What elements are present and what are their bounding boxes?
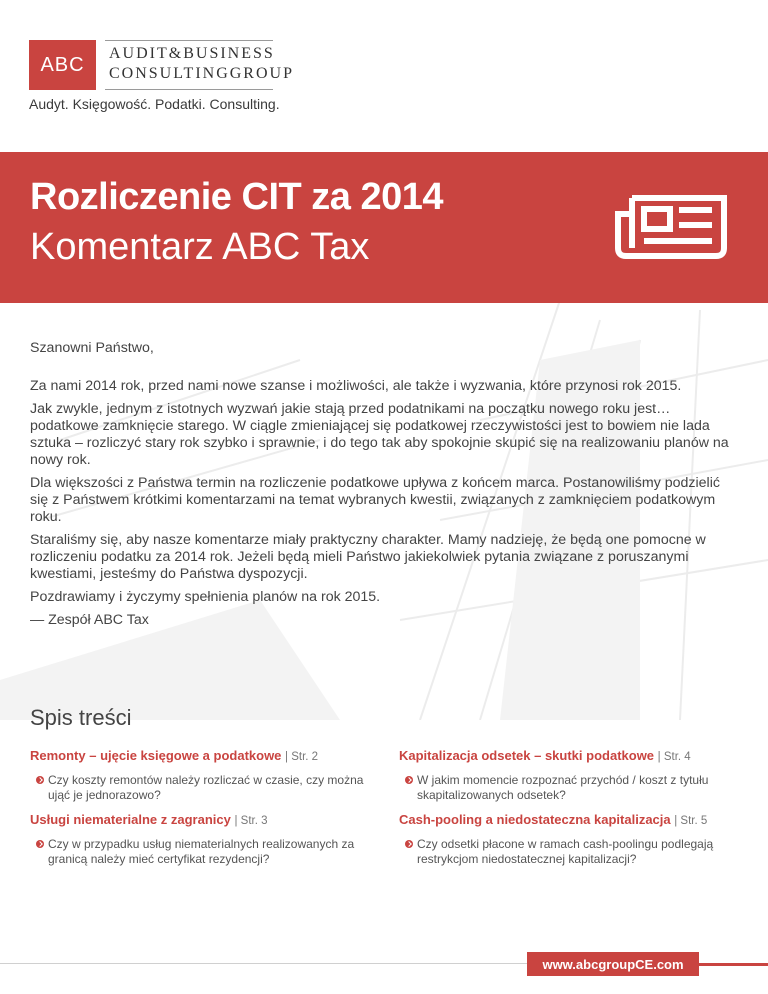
paragraph: Jak zwykle, jednym z istotnych wyzwań jakie stają przed podatnikami na początku nowego roku jest… podatkowe zamknięcie starego. W ciągle zmieniającej się podatkowej rzeczywistości jest to bowiem nie lada sztuka – rozliczyć stary rok szybko i sprawnie, i do tego tak aby spokojnie skupić się na realizowaniu planów na nowy rok. — [30, 401, 729, 468]
document-subtitle: Komentarz ABC Tax — [30, 226, 370, 268]
signature: — Zespół ABC Tax — [30, 612, 149, 628]
website-link[interactable]: www.abcgroupCE.com — [527, 952, 699, 976]
toc-heading: Remonty – ujęcie księgowe a podatkowe | Str. 2 — [30, 748, 319, 763]
toc-entry[interactable] — [399, 748, 749, 803]
logo-box: ABC — [29, 40, 96, 90]
toc-question: Czy odsetki płacone w ramach cash-poolingu podlegają restrykcjom niedostatecznej kapitalizacji? — [399, 837, 749, 867]
toc-question: Czy koszty remontów należy rozliczać w czasie, czy można ująć je jednorazowo? — [30, 773, 380, 803]
document-title: Rozliczenie CIT za 2014 — [30, 176, 443, 218]
letter-body — [30, 340, 742, 629]
logo-rule-bottom — [105, 89, 273, 90]
toc-entry[interactable] — [30, 748, 380, 803]
toc-question: Czy w przypadku usług niematerialnych realizowanych za granicą należy mieć certyfikat rezydencji? — [30, 837, 380, 867]
logo-rule-top — [105, 40, 273, 41]
toc-page-ref: | Str. 5 — [674, 815, 708, 827]
toc-heading: Usługi niematerialne z zagranicy | Str. 3 — [30, 812, 268, 827]
toc-entry[interactable] — [399, 812, 749, 867]
toc-heading: Kapitalizacja odsetek – skutki podatkowe | Str. 4 — [399, 748, 691, 763]
closing: Pozdrawiamy i życzymy spełnienia planów na rok 2015. — [30, 589, 381, 605]
toc-page-ref: | Str. 2 — [285, 751, 319, 763]
chevron-right-icon — [405, 776, 413, 784]
toc-page-ref: | Str. 4 — [657, 751, 691, 763]
newspaper-icon — [614, 192, 730, 262]
toc-heading: Cash-pooling a niedostateczna kapitalizacja | Str. 5 — [399, 812, 708, 827]
paragraph: Staraliśmy się, aby nasze komentarze miały praktyczny charakter. Mamy nadzieję, że będą one pomocne w rozliczeniu podatku za 2014 rok. Jeżeli będą mieli Państwo jakiekolwiek pytania związane z poruszanymi kwestiami, jesteśmy do Państwa dyspozycji. — [30, 532, 706, 582]
company-tagline: Audyt. Księgowość. Podatki. Consulting. — [29, 96, 280, 112]
logo-line-1: AUDIT&BUSINESS — [109, 45, 275, 62]
greeting: Szanowni Państwo, — [30, 340, 154, 356]
toc-entry[interactable] — [30, 812, 380, 867]
logo-line-2: CONSULTINGGROUP — [109, 65, 294, 82]
paragraph: Za nami 2014 rok, przed nami nowe szanse i możliwości, ale także i wyzwania, które przynosi rok 2015. — [30, 378, 682, 394]
chevron-right-icon — [36, 840, 44, 848]
title-banner — [0, 152, 768, 303]
paragraph: Dla większości z Państwa termin na rozliczenie podatkowe upływa z końcem marca. Postanowiliśmy podzielić się z Państwem krótkimi komentarzami na temat wybranych kwestii, związanych z zamknięciem podatkowym roku. — [30, 475, 720, 525]
chevron-right-icon — [405, 840, 413, 848]
toc-page-ref: | Str. 3 — [234, 815, 268, 827]
toc-title: Spis treści — [30, 705, 132, 730]
toc-question: W jakim momencie rozpoznać przychód / koszt z tytułu skapitalizowanych odsetek? — [399, 773, 749, 803]
chevron-right-icon — [36, 776, 44, 784]
footer-accent — [699, 963, 768, 966]
